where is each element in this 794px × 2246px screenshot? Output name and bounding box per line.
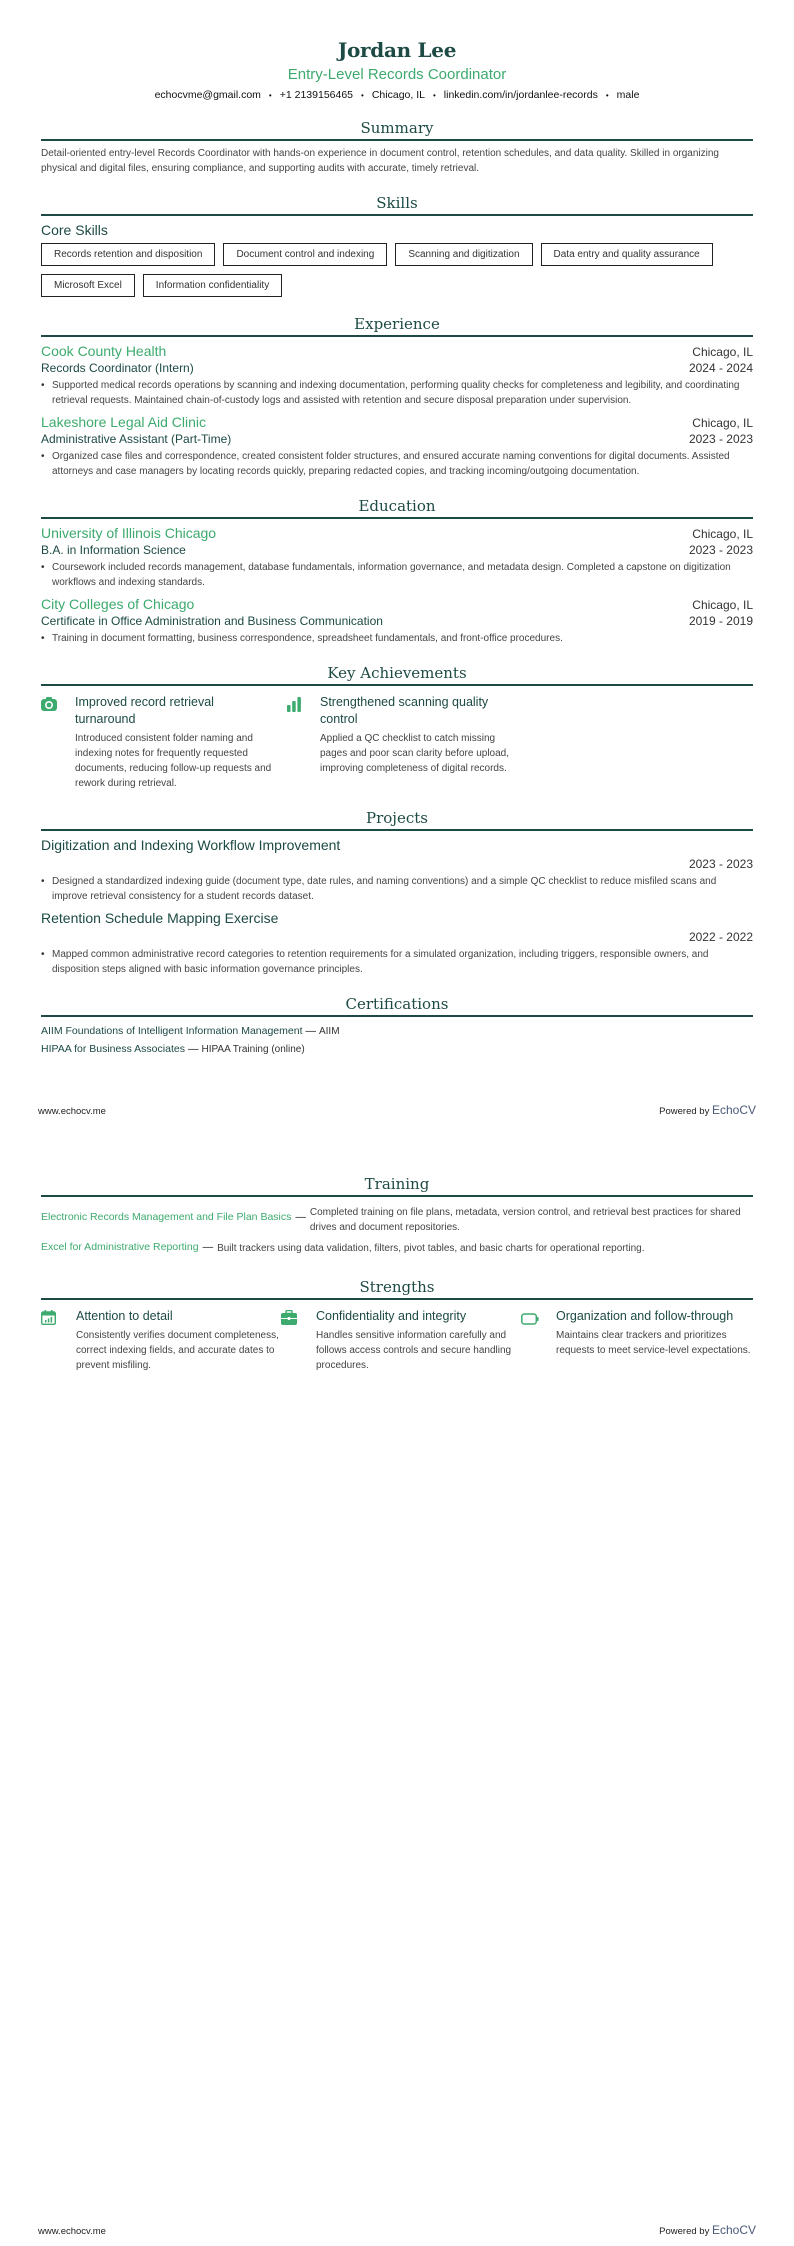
achievement-item (41, 694, 286, 791)
section-title-summary: Summary (41, 119, 753, 141)
training-item (41, 1241, 753, 1256)
strength-title: Organization and follow-through (556, 1309, 734, 1323)
experience-position: Administrative Assistant (Part-Time) (41, 432, 232, 446)
page-footer (38, 1103, 756, 1117)
experience-position: Records Coordinator (Intern) (41, 361, 194, 375)
page-footer (38, 2223, 756, 2237)
strength-desc: Consistently verifies document completeness, correct indexing fields, and accurate dates to prevent misfiling. (76, 1330, 279, 1371)
project-bullet: • Mapped common administrative record categories to retention requirements for a simulated organization, including triggers, responsible owners, and disposition steps aligned with basic information governance principles. (41, 947, 753, 977)
calendar-chart-icon (41, 1308, 76, 1373)
section-title-experience: Experience (41, 315, 753, 337)
certification-name: HIPAA for Business Associates (41, 1043, 185, 1055)
achievement-desc: Applied a QC checklist to catch missing pages and poor scan clarity before upload, improving completeness of digital records. (320, 733, 510, 774)
skill-tag: Scanning and digitization (395, 243, 532, 266)
project-title: Digitization and Indexing Workflow Improvement (41, 837, 341, 853)
experience-location: Chicago, IL (692, 345, 753, 359)
skill-tag: Document control and indexing (223, 243, 387, 266)
achievement-title: Strengthened scanning quality control (320, 695, 489, 726)
strength-desc: Handles sensitive information carefully and follows access controls and secure handling procedures. (316, 1330, 512, 1371)
dash-separator: — (305, 1025, 316, 1037)
education-school: City Colleges of Chicago (41, 596, 195, 612)
project-dates: 2023 - 2023 (688, 857, 753, 871)
section-title-projects: Projects (41, 809, 753, 831)
footer-brand[interactable]: EchoCV (711, 2223, 756, 2237)
achievement-desc: Introduced consistent folder naming and indexing notes for frequently requested documents, reducing follow-up requests and rework during retrieval. (75, 733, 272, 789)
experience-entry (41, 343, 753, 408)
footer-site-link[interactable]: www.echocv.me (38, 1106, 106, 1117)
experience-bullet: • Organized case files and correspondence, created consistent folder structures, and ensured accurate naming conventions for digital documents. Assisted attorneys and case managers by locating records quickly, preparing redacted copies, and tracking incoming/outgoing documentation. (41, 449, 753, 479)
skill-tag: Microsoft Excel (41, 274, 135, 297)
experience-org: Lakeshore Legal Aid Clinic (41, 414, 206, 430)
section-title-certifications: Certifications (41, 995, 753, 1017)
contact-gender: male (616, 89, 640, 101)
briefcase-icon (281, 1308, 316, 1373)
training-desc: Completed training on file plans, metadata, version control, and retrieval best practices for shared drives and document repositories. (309, 1207, 741, 1233)
education-dates: 2019 - 2019 (688, 614, 753, 628)
strength-title: Attention to detail (76, 1309, 173, 1323)
separator-dot: • (605, 90, 609, 100)
skill-tag: Information confidentiality (143, 274, 282, 297)
education-bullet: • Training in document formatting, business correspondence, spreadsheet fundamentals, and front-office procedures. (41, 631, 753, 646)
education-entry (41, 596, 753, 646)
summary-text: Detail-oriented entry-level Records Coordinator with hands-on experience in document control, retention schedules, and data quality. Skilled in organizing physical and digital files, ensuring compliance, and supporting audits with accurate, timely retrieval. (41, 148, 719, 174)
training-desc: Built trackers using data validation, filters, pivot tables, and basic charts for operational reporting. (217, 1243, 645, 1254)
section-title-training: Training (41, 1175, 753, 1197)
separator-dot: • (268, 90, 272, 100)
certification-name: AIIM Foundations of Intelligent Information Management (41, 1025, 303, 1037)
education-dates: 2023 - 2023 (688, 543, 753, 557)
experience-bullet: • Supported medical records operations by scanning and indexing documentation, performing quality checks for completeness and legibility, and coordinating retrieval requests. Maintained chain-of-custody logs and assisted with retention and secure disposal preparation under supervision. (41, 378, 753, 408)
contact-line (41, 89, 753, 101)
strength-title: Confidentiality and integrity (316, 1309, 467, 1323)
achievement-item (286, 694, 531, 791)
certification-item (41, 1043, 753, 1055)
dash-separator: — (295, 1211, 306, 1223)
resume-page-2 (0, 1123, 794, 2246)
strength-item (281, 1308, 521, 1373)
separator-dot: • (432, 90, 436, 100)
footer-brand[interactable]: EchoCV (711, 1103, 756, 1117)
training-name: Excel for Administrative Reporting (41, 1241, 199, 1253)
skills-group-title: Core Skills (41, 222, 108, 238)
contact-location: Chicago, IL (371, 89, 425, 101)
resume-header (41, 0, 753, 101)
experience-location: Chicago, IL (692, 416, 753, 430)
contact-linkedin[interactable]: linkedin.com/in/jordanlee-records (443, 89, 598, 101)
section-title-achievements: Key Achievements (41, 664, 753, 686)
experience-entry (41, 414, 753, 479)
certification-issuer: AIIM (318, 1026, 340, 1037)
project-entry (41, 837, 753, 904)
section-title-skills: Skills (41, 194, 753, 216)
contact-email[interactable]: echocvme@gmail.com (154, 89, 261, 101)
candidate-name: Jordan Lee (337, 38, 457, 62)
project-dates: 2022 - 2022 (688, 930, 753, 944)
bar-chart-icon (286, 694, 320, 791)
strength-item (41, 1308, 281, 1373)
separator-dot: • (361, 90, 364, 100)
dash-separator: — (202, 1241, 214, 1253)
project-entry (41, 910, 753, 977)
education-location: Chicago, IL (692, 598, 753, 612)
section-title-strengths: Strengths (41, 1278, 753, 1300)
experience-org: Cook County Health (41, 343, 167, 359)
strengths-grid (41, 1308, 753, 1373)
section-title-education: Education (41, 497, 753, 519)
experience-dates: 2024 - 2024 (688, 361, 753, 375)
skill-tag: Data entry and quality assurance (541, 243, 713, 266)
contact-phone[interactable]: +1 2139156465 (279, 89, 354, 101)
certification-item (41, 1025, 753, 1037)
battery-icon (521, 1308, 556, 1373)
education-degree: B.A. in Information Science (41, 543, 186, 557)
project-bullet: • Designed a standardized indexing guide (document type, date rules, and naming conventions) and a simple QC checklist to reduce misfiled scans and improve retrieval consistency for a student records dataset. (41, 874, 753, 904)
training-item (41, 1205, 753, 1235)
candidate-role: Entry-Level Records Coordinator (287, 66, 507, 83)
achievement-title: Improved record retrieval turnaround (75, 695, 214, 726)
footer-powered-by: Powered by EchoCV (659, 1103, 756, 1117)
dash-separator: — (187, 1043, 199, 1055)
education-location: Chicago, IL (692, 527, 753, 541)
education-bullet: • Coursework included records management, database fundamentals, information governance, and metadata design. Completed a capstone on digitization workflows and indexing standards. (41, 560, 753, 590)
strength-item (521, 1308, 761, 1373)
footer-site-link[interactable]: www.echocv.me (38, 2226, 106, 2237)
skill-tags (41, 243, 753, 297)
education-entry (41, 525, 753, 590)
training-name: Electronic Records Management and File Plan Basics (41, 1211, 292, 1223)
skill-tag: Records retention and disposition (41, 243, 215, 266)
experience-dates: 2023 - 2023 (688, 432, 753, 446)
strength-desc: Maintains clear trackers and prioritizes requests to meet service-level expectations. (556, 1330, 751, 1356)
camera-icon (41, 694, 75, 791)
education-degree: Certificate in Office Administration and Business Communication (41, 614, 383, 628)
achievements-grid (41, 694, 753, 791)
certification-issuer: HIPAA Training (online) (201, 1044, 305, 1055)
footer-powered-by: Powered by EchoCV (659, 2223, 756, 2237)
education-school: University of Illinois Chicago (41, 525, 217, 541)
project-title: Retention Schedule Mapping Exercise (41, 910, 279, 926)
